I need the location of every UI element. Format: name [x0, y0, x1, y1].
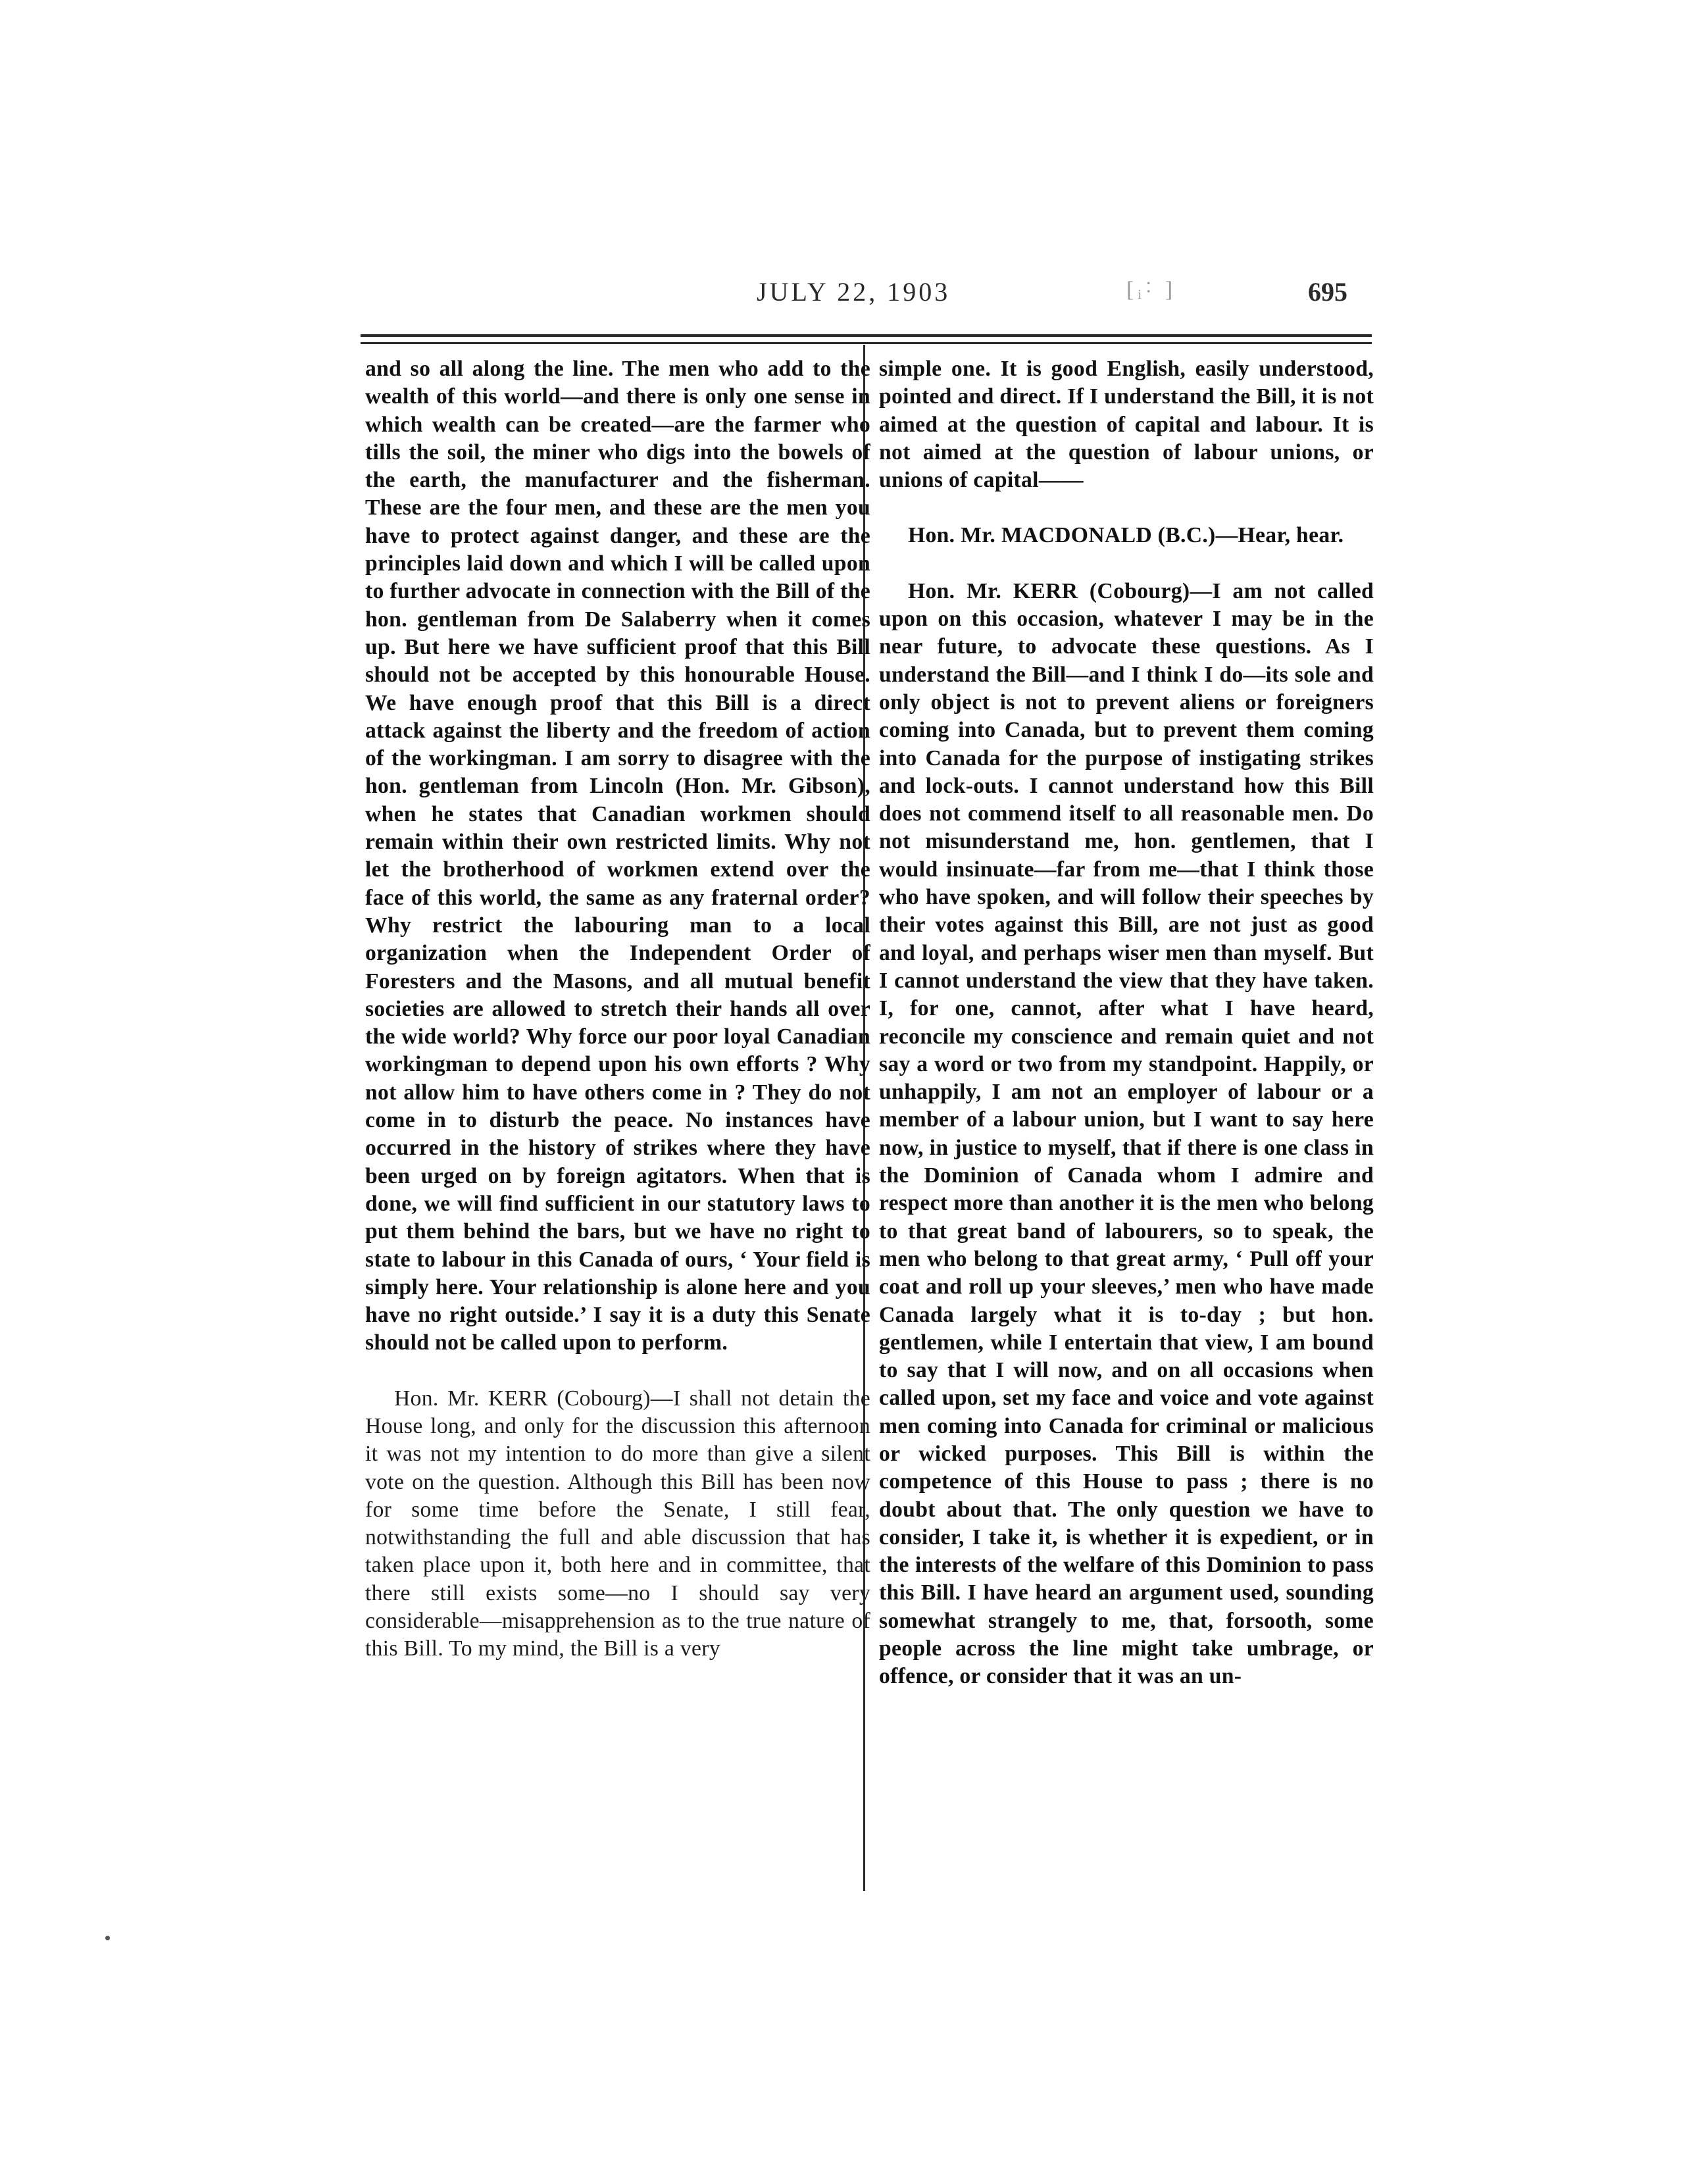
library-stamp: [ᵢ˸ ]	[1126, 278, 1177, 302]
header-rule-top	[361, 334, 1372, 337]
page-number: 695	[1308, 277, 1347, 307]
right-paragraph-1: simple one. It is good English, easily understood, pointed and direct. If I understand the Bill, it is not aimed at the question of capital and labour. It is not aimed at the question of labour unions, or unions of capital——	[879, 357, 1374, 493]
speech-text: —I shall not detain the House long, and only for the discussion this afternoon it was not my intention to do more than give a silent vote on the question. Although this Bill has been now for some time before the Senate, I still fear, notwithstanding the full and able discussion that has taken place upon it, both here and in committee, that there still exists some—no I should say very considerable—misapprehension as to the true nature of this Bill. To my mind, the Bill is a very	[365, 1386, 870, 1661]
speaker-name: Hon. Mr. KERR (Cobourg)	[908, 578, 1190, 603]
right-paragraph-2	[879, 522, 1374, 549]
page-header	[0, 0, 1708, 342]
right-paragraph-3	[879, 578, 1374, 1691]
header-rule-bottom	[361, 342, 1372, 344]
left-column	[365, 355, 870, 1691]
scan-speck	[105, 1936, 110, 1940]
right-column	[879, 355, 1374, 1719]
speaker-name: Hon. Mr. KERR (Cobourg)	[394, 1386, 651, 1411]
speech-text: —Hear, hear.	[1215, 523, 1344, 548]
left-paragraph-1: and so all along the line. The men who add to the wealth of this world—and there is only one sense in which wealth can be created—are the farmer who tills the soil, the miner who digs into the bowels of the earth, the manufacturer and the fisherman. These are the four men, and these are the men you have to protect against danger, and these are the principles laid down and which I will be called upon to further advocate in connection with the Bill of the hon. gentleman from De Salaberry when it comes up. But here we have sufficient proof that this Bill should not be accepted by this honourable House. We have enough proof that this Bill is a direct attack against the liberty and the freedom of action of the workingman. I am sorry to disagree with the hon. gentleman from Lincoln (Hon. Mr. Gibson), when he states that Canadian workmen should remain within their own restricted limits. Why not let the brotherhood of workmen extend over the face of this world, the same as any fraternal order? Why restrict the labouring man to a local organization when the Independent Order of Foresters and the Masons, and all mutual benefit societies are allowed to stretch their hands all over the wide world? Why force our poor loyal Canadian workingman to depend upon his own efforts ? Why not allow him to have others come in ? They do not come in to disturb the peace. No instances have occurred in the history of strikes where they have been urged on by foreign agitators. When that is done, we will find sufficient in our statutory laws to put them behind the bars, but we have no right to state to labour in this Canada of ours, ‘ Your field is simply here. Your relationship is alone here and you have no right outside.’ I say it is a duty this Senate should not be called upon to perform.	[365, 357, 870, 1355]
speech-text: —I am not called upon on this occasion, whatever I may be in the near future, to advocate these questions. As I understand the Bill—and I think I do—its sole and only object is not to prevent aliens or foreigners coming into Canada, but to prevent them coming into Canada for the purpose of instigating strikes and lock-outs. I cannot understand how this Bill does not commend itself to all reasonable men. Do not misunderstand me, hon. gentlemen, that I would insinuate—far from me—that I think those who have spoken, and will follow their speeches by their votes against this Bill, are not just as good and loyal, and perhaps wiser men than myself. But I cannot understand the view that they have taken. I, for one, cannot, after what I have heard, reconcile my conscience and remain quiet and not say a word or two from my standpoint. Happily, or unhappily, I am not an employer of labour or a member of a labour union, but I want to say here now, in justice to myself, that if there is one class in the Dominion of Canada whom I admire and respect more than another it is the men who belong to that great band of labourers, so to speak, the men who belong to that great army, ‘ Pull off your coat and roll up your sleeves,’ men who have made Canada largely what it is to-day ; but hon. gentlemen, while I entertain that view, I am bound to say that I will now, and on all occasions when called upon, set my face and voice and vote against men coming into Canada for criminal or malicious or wicked purposes. This Bill is within the competence of this House to pass ; there is no doubt about that. The only question we have to consider, I take it, is whether it is expedient, or in the interests of the welfare of this Dominion to pass this Bill. I have heard an argument used, sounding somewhat strangely to me, that, forsooth, some people across the line might take umbrage, or offence, or consider that it was an un-	[879, 578, 1374, 1689]
speaker-name: Hon. Mr. MACDONALD (B.C.)	[908, 523, 1216, 548]
left-paragraph-2	[365, 1385, 870, 1663]
running-head-date: JULY 22, 1903	[757, 277, 951, 307]
